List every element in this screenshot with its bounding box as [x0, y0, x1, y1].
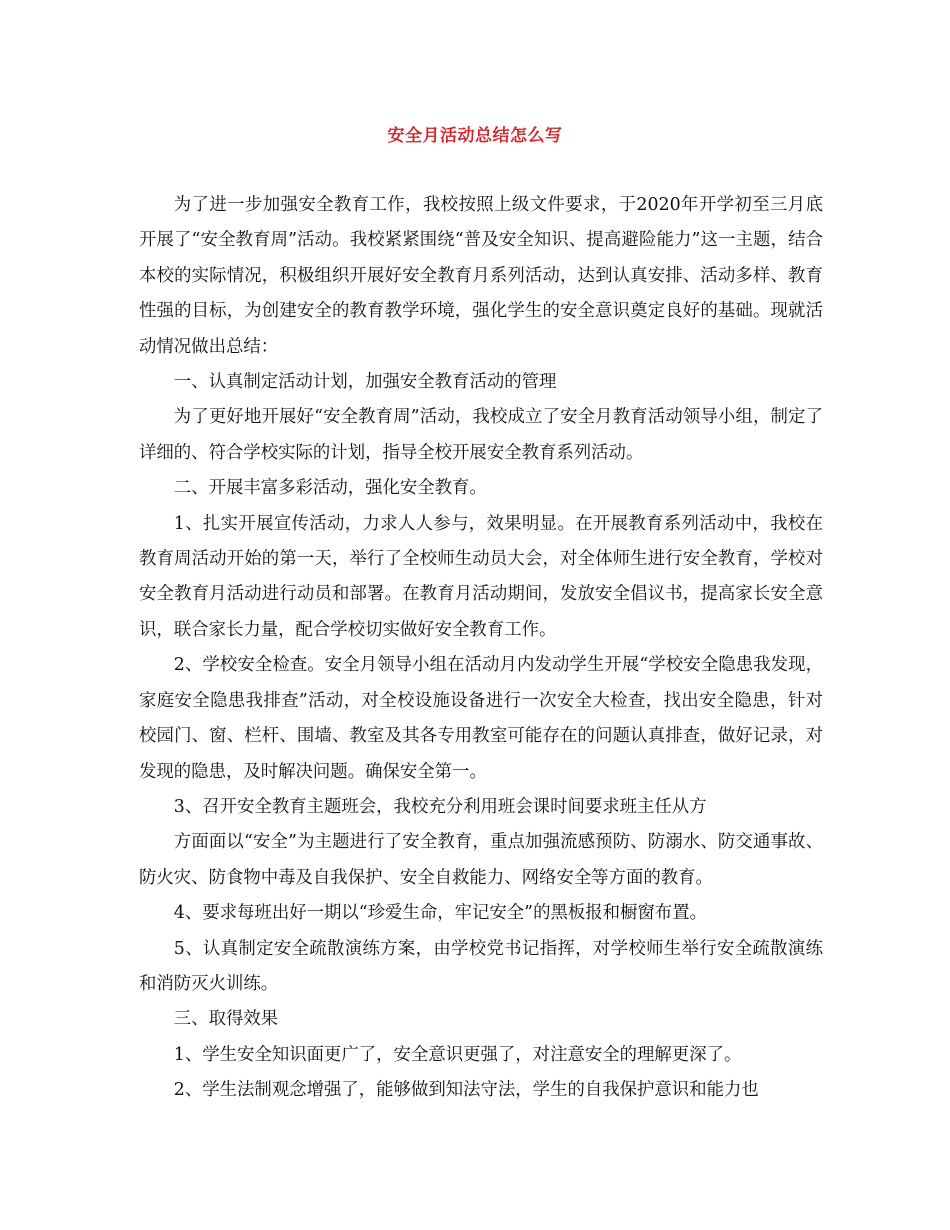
paragraph-item-2: 2、学校安全检查。安全月领导小组在活动月内发动学生开展“学校安全隐患我发现，家庭安全隐患我排查”活动，对全校设施设备进行一次安全大检查，找出安全隐患，针对校园门、窗、栏杆、围墙、教室及其各专用教室可能存在的问题认真排查，做好记录，对发现的隐患，及时解决问题。确保安全第一。	[139, 655, 823, 782]
section-heading-3: 三、取得效果	[173, 1009, 279, 1030]
document-title: 安全月活动总结怎么写	[387, 126, 563, 146]
paragraph-item-1: 1、扎实开展宣传活动，力求人人参与，效果明显。在开展教育系列活动中，我校在教育周活动开始的第一天，举行了全校师生动员大会，对全体师生进行安全教育，学校对安全教育月活动进行动员和部署。在教育月活动期间，发放安全倡议书，提高家长安全意识，联合家长力量，配合学校切实做好安全教育工作。	[139, 513, 823, 640]
paragraph-intro: 为了进一步加强安全教育工作，我校按照上级文件要求，于2020年开学初至三月底开展了“安全教育周”活动。我校紧紧围绕“普及安全知识、提高避险能力”这一主题，结合本校的实际情况，积极组织开展好安全教育月系列活动，达到认真安排、活动多样、教育性强的目标，为创建安全的教育教学环境，强化学生的安全意识奠定良好的基础。现就活动情况做出总结：	[139, 195, 823, 357]
paragraph-item-5: 5、认真制定安全疏散演练方案，由学校党书记指挥，对学校师生举行安全疏散演练和消防灭火训练。	[139, 938, 823, 994]
document-body	[139, 188, 823, 1109]
paragraph-item-4: 4、要求每班出好一期以“珍爱生命，牢记安全”的黑板报和橱窗布置。	[173, 903, 707, 924]
paragraph-item-3: 3、召开安全教育主题班会，我校充分利用班会课时间要求班主任从方	[173, 796, 707, 817]
paragraph-result-2: 2、学生法制观念增强了，能够做到知法守法，学生的自我保护意识和能力也	[173, 1080, 759, 1101]
section-heading-2: 二、开展丰富多彩活动，强化安全教育。	[173, 478, 487, 499]
paragraph-item-3-continued: 方面面以“安全”为主题进行了安全教育，重点加强流感预防、防溺水、防交通事故、防火灾、防食物中毒及自我保护、安全自救能力、网络安全等方面的教育。	[139, 832, 823, 888]
paragraph-plan: 为了更好地开展好“安全教育周”活动，我校成立了安全月教育活动领导小组，制定了详细的、符合学校实际的计划，指导全校开展安全教育系列活动。	[139, 407, 823, 463]
section-heading-1: 一、认真制定活动计划，加强安全教育活动的管理	[173, 372, 557, 393]
paragraph-result-1: 1、学生安全知识面更广了，安全意识更强了，对注意安全的理解更深了。	[173, 1044, 742, 1065]
